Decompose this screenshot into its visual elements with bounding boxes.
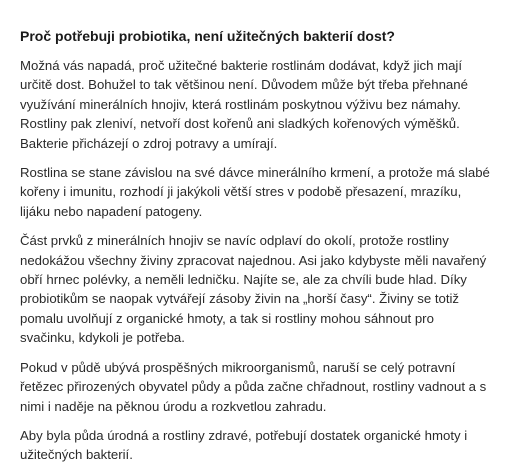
paragraph-conclusion: Aby byla půda úrodná a rostliny zdravé, potřebují dostatek organické hmoty i užitečných bakterií. (20, 427, 468, 463)
paragraph-intro: Možná vás napadá, proč užitečné bakterie rostlinám dodávat, když jich mají určitě dost. Bohužel to tak většinou není. Důvodem může být třeba přehnané využívání minerálních hnojiv, která rostlinám poskytnou výživu bez námahy. Rostliny pak zleniví, netvoří dost kořenů ani sladkých kořenových výměšků. Bakterie přicházejí o zdroj potravy a umírají. (20, 58, 468, 151)
paragraph-food-chain: Pokud v půdě ubývá prospěšných mikroorganismů, naruší se celý potravní řetězec přirozených obyvatel půdy a půda začne chřadnout, rostliny vadnout a s nimi i naděje na pěknou úrodu a rozkvetlou zahradu. (20, 359, 487, 414)
paragraph-nutrients: Část prvků z minerálních hnojiv se navíc odplaví do okolí, protože rostliny nedokážou všechny živiny zpracovat najednou. Asi jako kdybyste měli navařený obří hrnec polévky, a neměli ledničku. Najíte se, ale za chvíli bude hlad. Díky probiotikům se naopak vytvářejí zásoby živin na „horší časy“. Živiny se totiž pomalu uvolňují z organické hmoty, a tak si rostliny mohou sáhnout pro svačinku, kdykoli je potřeba. (20, 233, 487, 346)
paragraph-dependency: Rostlina se stane závislou na své dávce minerálního krmení, a protože má slabé kořeny i imunitu, rozhodí ji jakýkoli větší stres v podobě přesazení, mrazíku, lijáku nebo napadení patogeny. (20, 165, 490, 219)
article-heading: Proč potřebuji probiotika, není užitečných bakterií dost? (20, 28, 395, 44)
